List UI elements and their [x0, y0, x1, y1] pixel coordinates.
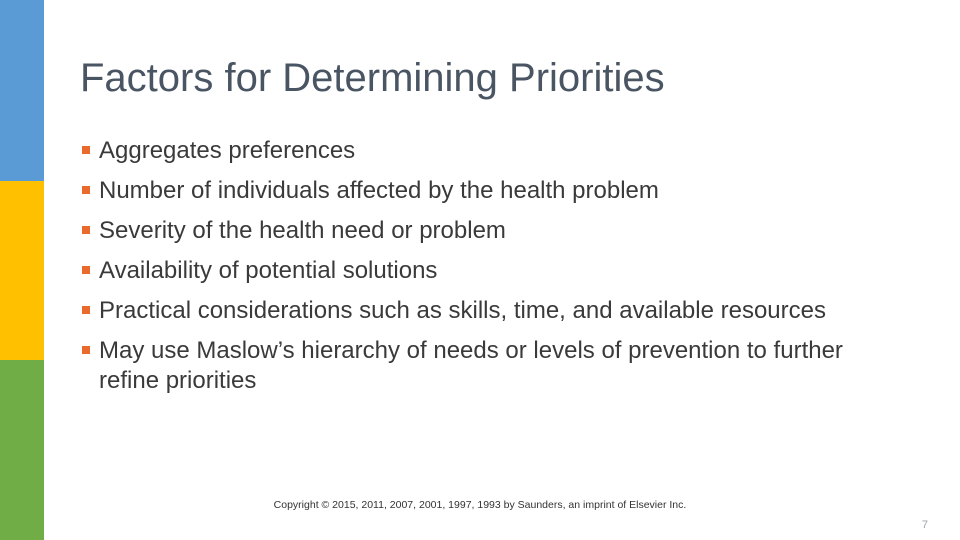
square-bullet-icon [82, 346, 90, 354]
slide-title: Factors for Determining Priorities [80, 56, 665, 100]
bullet-text: Practical considerations such as skills, time, and available resources [99, 297, 826, 324]
bullet-list [82, 136, 902, 406]
side-color-bar [0, 0, 44, 540]
bullet-text: Availability of potential solutions [99, 257, 438, 284]
side-bar-blue-segment [0, 0, 44, 181]
copyright-text: Copyright © 2015, 2011, 2007, 2001, 1997, 1993 by Saunders, an imprint of Elsevier Inc. [273, 499, 687, 511]
square-bullet-icon [82, 186, 90, 194]
square-bullet-icon [82, 266, 90, 274]
bullet-text: May use Maslow’s hierarchy of needs or levels of prevention to further refine priorities [99, 337, 843, 394]
side-bar-green-segment [0, 360, 44, 540]
bullet-text: Number of individuals affected by the health problem [99, 177, 659, 204]
square-bullet-icon [82, 226, 90, 234]
bullet-text: Severity of the health need or problem [99, 217, 506, 244]
bullet-item [82, 336, 902, 396]
bullet-item [82, 176, 902, 206]
page-number: 7 [921, 519, 928, 531]
square-bullet-icon [82, 306, 90, 314]
bullet-text: Aggregates preferences [99, 137, 356, 164]
side-bar-yellow-segment [0, 181, 44, 360]
bullet-item [82, 296, 902, 326]
bullet-item [82, 216, 902, 246]
copyright-footer [0, 498, 960, 512]
bullet-item [82, 136, 902, 166]
square-bullet-icon [82, 146, 90, 154]
bullet-item [82, 256, 902, 286]
